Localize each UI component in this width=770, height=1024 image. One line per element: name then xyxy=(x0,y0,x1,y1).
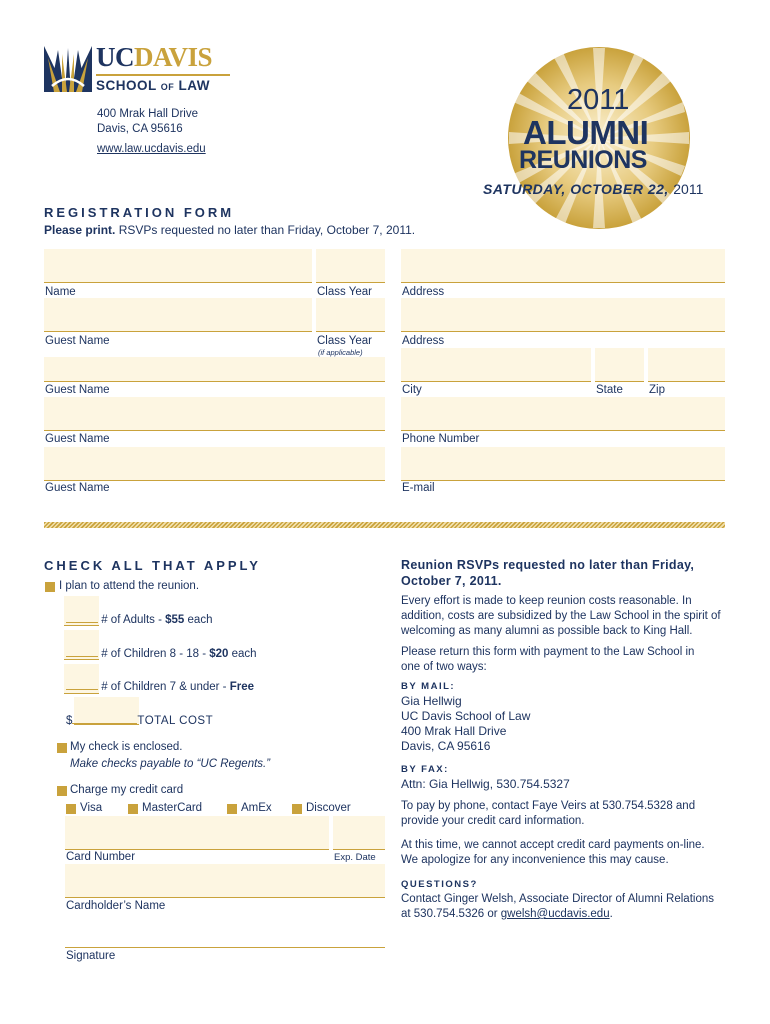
young-children-label: # of Children 7 & under - xyxy=(101,681,230,693)
guest-name-4-field[interactable] xyxy=(44,447,385,481)
state-field[interactable] xyxy=(595,348,644,382)
state-label: State xyxy=(596,384,623,396)
guest-name-2-label: Guest Name xyxy=(45,384,110,396)
questions-end: . xyxy=(609,908,613,920)
phone-label: Phone Number xyxy=(402,433,480,445)
info-costs: Every effort is made to keep reunion costs reasonable. In addition, costs are subsidized by the Law School in the spirit of welcoming as many alumni as possible back to King Hall. xyxy=(401,595,721,637)
address-2-label: Address xyxy=(402,335,445,347)
guest-name-3-field[interactable] xyxy=(44,397,385,431)
badge-reunions: REUNIONS xyxy=(519,146,647,174)
children-label: # of Children 8 - 18 - xyxy=(101,648,210,660)
guest-name-2-field[interactable] xyxy=(44,357,385,382)
signature-label: Signature xyxy=(66,950,116,962)
adults-label: # of Adults - xyxy=(101,614,166,626)
discover-label: Discover xyxy=(306,802,351,814)
reunion-date: SATURDAY, OCTOBER 22, xyxy=(483,181,669,197)
website-link[interactable]: www.law.ucdavis.edu xyxy=(97,143,206,155)
email-label: E-mail xyxy=(402,482,435,494)
address-field[interactable] xyxy=(401,249,725,283)
total-cost-label: TOTAL COST xyxy=(137,715,214,727)
contact-email-link[interactable]: gwelsh@ucdavis.edu xyxy=(500,908,610,920)
name-field[interactable] xyxy=(44,249,312,283)
guest-name-4-label: Guest Name xyxy=(45,482,110,494)
registration-form-title: REGISTRATION FORM xyxy=(44,205,235,220)
fax-line: Attn: Gia Hellwig, 530.754.5327 xyxy=(401,777,570,791)
discover-checkbox[interactable] xyxy=(292,804,302,814)
questions-heading: QUESTIONS? xyxy=(401,879,478,890)
amex-label: AmEx xyxy=(241,802,272,814)
if-applicable-note: (if applicable) xyxy=(318,348,363,357)
guest-class-year-label: Class Year xyxy=(317,335,372,347)
children-price: $20 xyxy=(209,648,229,660)
signature-line[interactable] xyxy=(65,947,385,948)
charge-card-label: Charge my credit card xyxy=(70,784,184,796)
visa-checkbox[interactable] xyxy=(66,804,76,814)
card-number-field[interactable] xyxy=(65,816,329,850)
class-year-field[interactable] xyxy=(316,249,385,283)
mail-line-1: Gia Hellwig xyxy=(401,694,462,708)
guest-name-1-field[interactable] xyxy=(44,298,312,332)
phone-field[interactable] xyxy=(401,397,725,431)
pay-by-phone: To pay by phone, contact Faye Veirs at 530.754.5328 and provide your credit card information. xyxy=(401,800,696,827)
by-mail-heading: BY MAIL: xyxy=(401,681,456,692)
sunburst-logo-icon xyxy=(44,44,92,92)
address-2-field[interactable] xyxy=(401,298,725,332)
by-fax-heading: BY FAX: xyxy=(401,764,449,775)
reunion-date-year: 2011 xyxy=(673,181,704,197)
ucdavis-law-logo xyxy=(44,44,244,96)
guest-name-1-label: Guest Name xyxy=(45,335,110,347)
logo-davis: DAVIS xyxy=(134,42,213,72)
adults-each: each xyxy=(184,614,213,626)
exp-date-field[interactable] xyxy=(333,816,385,850)
city-field[interactable] xyxy=(401,348,591,382)
online-note: At this time, we cannot accept credit card payments on-line. We apologize for any inconvenience this may cause. xyxy=(401,839,705,866)
exp-date-label: Exp. Date xyxy=(334,852,376,863)
adults-price: $55 xyxy=(165,614,185,626)
amex-checkbox[interactable] xyxy=(227,804,237,814)
attend-checkbox[interactable] xyxy=(45,582,55,592)
young-children-price: Free xyxy=(229,681,254,693)
info-heading: Reunion RSVPs requested no later than Friday, October 7, 2011. xyxy=(401,558,695,588)
attend-label: I plan to attend the reunion. xyxy=(59,580,200,592)
questions-text: Contact Ginger Welsh, Associate Director of Alumni Relations at 530.754.5326 or xyxy=(401,893,714,920)
children-each: each xyxy=(228,648,257,660)
guest-class-year-field[interactable] xyxy=(316,298,385,332)
badge-year: 2011 xyxy=(567,84,630,116)
card-number-label: Card Number xyxy=(66,851,136,863)
section-divider xyxy=(44,522,725,528)
charge-card-checkbox[interactable] xyxy=(57,786,67,796)
info-return: Please return this form with payment to the Law School in one of two ways: xyxy=(401,646,695,673)
mastercard-checkbox[interactable] xyxy=(128,804,138,814)
logo-uc: UC xyxy=(96,42,134,72)
mastercard-label: MasterCard xyxy=(142,802,203,814)
logo-school: SCHOOL xyxy=(96,78,157,93)
zip-label: Zip xyxy=(649,384,665,396)
guest-name-3-label: Guest Name xyxy=(45,433,110,445)
address-line-1: 400 Mrak Hall Drive xyxy=(97,108,198,120)
visa-label: Visa xyxy=(80,802,103,814)
mail-line-4: Davis, CA 95616 xyxy=(401,739,491,753)
cardholder-field[interactable] xyxy=(65,864,385,898)
payable-note: Make checks payable to “UC Regents.” xyxy=(70,758,271,770)
mail-line-3: 400 Mrak Hall Drive xyxy=(401,724,507,738)
zip-field[interactable] xyxy=(648,348,725,382)
mail-line-2: UC Davis School of Law xyxy=(401,709,531,723)
check-all-title: CHECK ALL THAT APPLY xyxy=(44,558,261,573)
check-enclosed-label: My check is enclosed. xyxy=(70,741,183,753)
dollar-sign: $ xyxy=(66,715,73,727)
cardholder-label: Cardholder’s Name xyxy=(66,900,166,912)
address-label: Address xyxy=(402,286,445,298)
email-field[interactable] xyxy=(401,447,725,481)
name-label: Name xyxy=(45,286,76,298)
logo-of: OF xyxy=(160,82,175,92)
logo-law: LAW xyxy=(178,78,211,93)
class-year-label: Class Year xyxy=(317,286,372,298)
city-label: City xyxy=(402,384,422,396)
reunion-badge xyxy=(507,46,691,230)
rsvp-deadline-note: RSVPs requested no later than Friday, October 7, 2011. xyxy=(118,223,416,237)
badge-alumni: ALUMNI xyxy=(523,114,649,151)
check-enclosed-checkbox[interactable] xyxy=(57,743,67,753)
please-print: Please print. xyxy=(44,223,116,237)
address-line-2: Davis, CA 95616 xyxy=(97,123,183,135)
